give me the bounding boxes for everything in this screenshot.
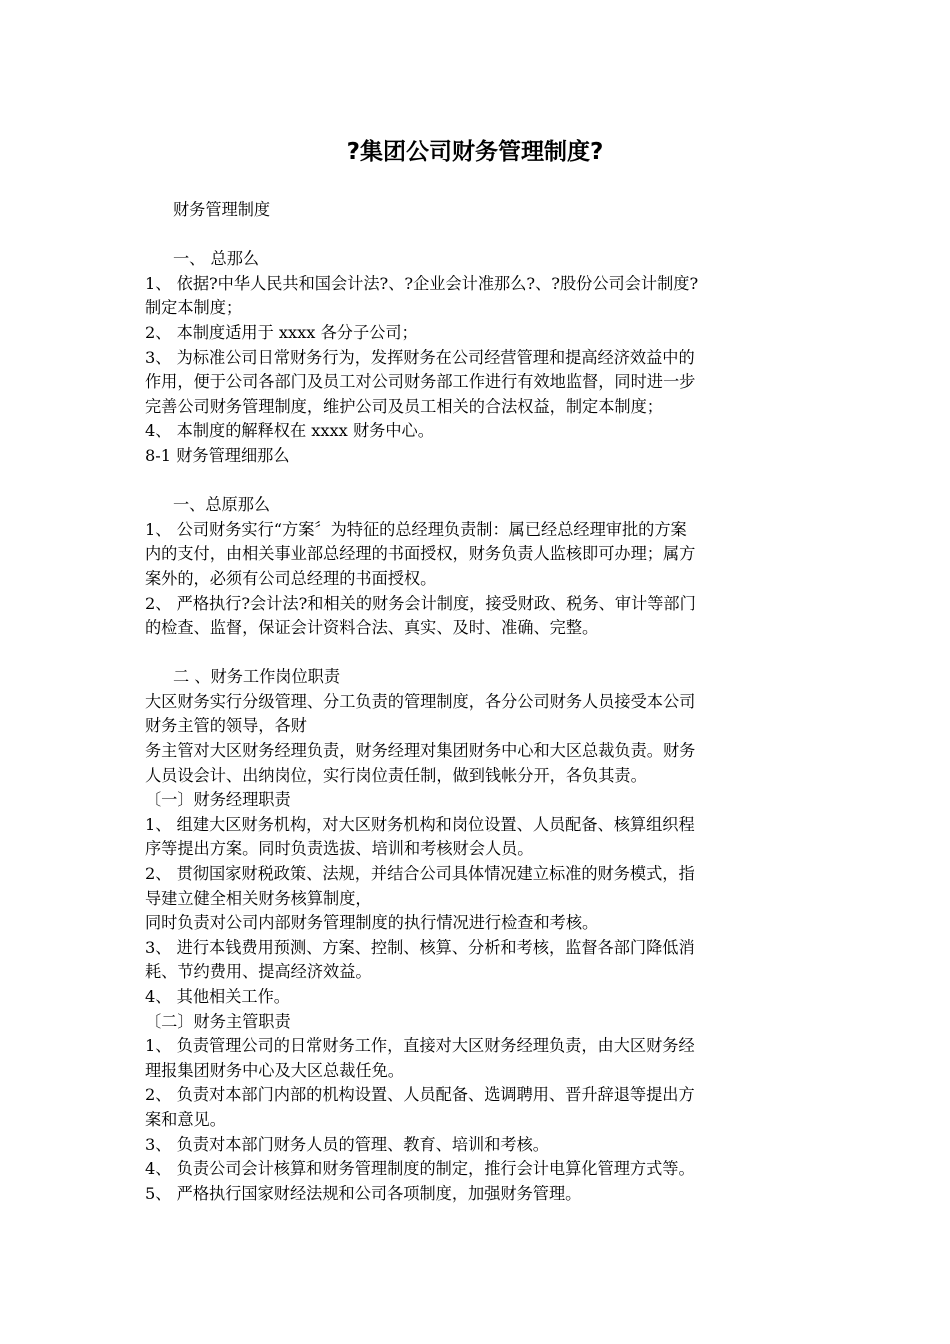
section-heading: 一、 总那么	[173, 249, 260, 269]
paragraph-line: 同时负责对公司内部财务管理制度的执行情况进行检查和考核。	[145, 913, 599, 933]
paragraph-line: 1、 依据?中华人民共和国会计法?、?企业会计准那么?、?股份公司会计制度?	[145, 273, 699, 293]
paragraph-line: 案外的，必须有公司总经理的书面授权。	[145, 568, 437, 588]
subsection-heading: 〔一〕财务经理职责	[145, 790, 291, 810]
paragraph-line: 3、 进行本钱费用预测、方案、控制、核算、分析和考核，监督各部门降低消	[145, 937, 695, 957]
document-title: ?集团公司财务管理制度?	[346, 139, 604, 165]
spacer	[145, 469, 800, 494]
paragraph-line: 案和意见。	[145, 1109, 226, 1129]
paragraph-line: 2、 严格执行?会计法?和相关的财务会计制度，接受财政、税务、审计等部门	[145, 593, 696, 613]
paragraph-line: 内的支付，由相关事业部总经理的书面授权，财务负责人监核即可办理；属方	[145, 544, 696, 564]
paragraph-line: 1、 组建大区财务机构，对大区财务机构和岗位设置、人员配备、核算组织程	[145, 814, 695, 834]
paragraph-line: 4、 其他相关工作。	[145, 987, 290, 1006]
paragraph-line: 4、 本制度的解释权在 xxxx 财务中心。	[145, 421, 434, 441]
paragraph-line: 理报集团财务中心及大区总裁任免。	[145, 1060, 404, 1080]
paragraph-line: 务主管对大区财务经理负责，财务经理对集团财务中心和大区总裁负责。财务	[145, 741, 696, 761]
paragraph-line: 人员设会计、出纳岗位，实行岗位责任制，做到钱帐分开，各负其责。	[145, 765, 647, 785]
paragraph-line: 完善公司财务管理制度，维护公司及员工相关的合法权益，制定本制度；	[145, 396, 663, 416]
paragraph-line: 制定本制度；	[145, 298, 243, 318]
spacer	[145, 223, 800, 248]
paragraph-line: 1、 公司财务实行“方案〞为特征的总经理负责制：属已经总经理审批的方案	[145, 519, 687, 539]
paragraph-line: 耗、节约费用、提高经济效益。	[145, 962, 372, 982]
paragraph-line: 4、 负责公司会计核算和财务管理制度的制定，推行会计电算化管理方式等。	[145, 1159, 695, 1179]
paragraph-line: 3、 负责对本部门财务人员的管理、教育、培训和考核。	[145, 1134, 549, 1154]
subsection-heading: 〔二〕财务主管职责	[145, 1011, 291, 1031]
paragraph-line: 3、 为标准公司日常财务行为，发挥财务在公司经营管理和提高经济效益中的	[145, 347, 695, 367]
paragraph-line: 2、 本制度适用于 xxxx 各分子公司；	[145, 322, 418, 342]
paragraph-line: 导建立健全相关财务核算制度，	[145, 888, 372, 908]
paragraph-line: 的检查、监督，保证会计资料合法、真实、及时、准确、完整。	[145, 618, 599, 638]
section-heading: 8-1 财务管理细那么	[145, 445, 290, 465]
paragraph-line: 财务主管的领导，各财	[145, 716, 307, 736]
paragraph-line: 1、 负责管理公司的日常财务工作，直接对大区财务经理负责，由大区财务经	[145, 1036, 695, 1056]
document-body	[145, 198, 800, 1206]
paragraph-line: 5、 严格执行国家财经法规和公司各项制度，加强财务管理。	[145, 1183, 582, 1203]
paragraph-line: 2、 贯彻国家财税政策、法规，并结合公司具体情况建立标准的财务模式，指	[145, 864, 695, 884]
section-heading: 二 、财务工作岗位职责	[173, 667, 341, 687]
paragraph-line: 作用，便于公司各部门及员工对公司财务部工作进行有效地监督，同时进一步	[145, 372, 696, 392]
section-heading: 一、总原那么	[173, 495, 271, 515]
subtitle: 财务管理制度	[173, 200, 271, 219]
paragraph-line: 2、 负责对本部门内部的机构设置、人员配备、选调聘用、晋升辞退等提出方	[145, 1085, 695, 1105]
spacer	[145, 641, 800, 666]
paragraph-line: 大区财务实行分级管理、分工负责的管理制度，各分公司财务人员接受本公司	[145, 691, 696, 711]
paragraph-line: 序等提出方案。同时负责选拔、培训和考核财会人员。	[145, 839, 534, 859]
